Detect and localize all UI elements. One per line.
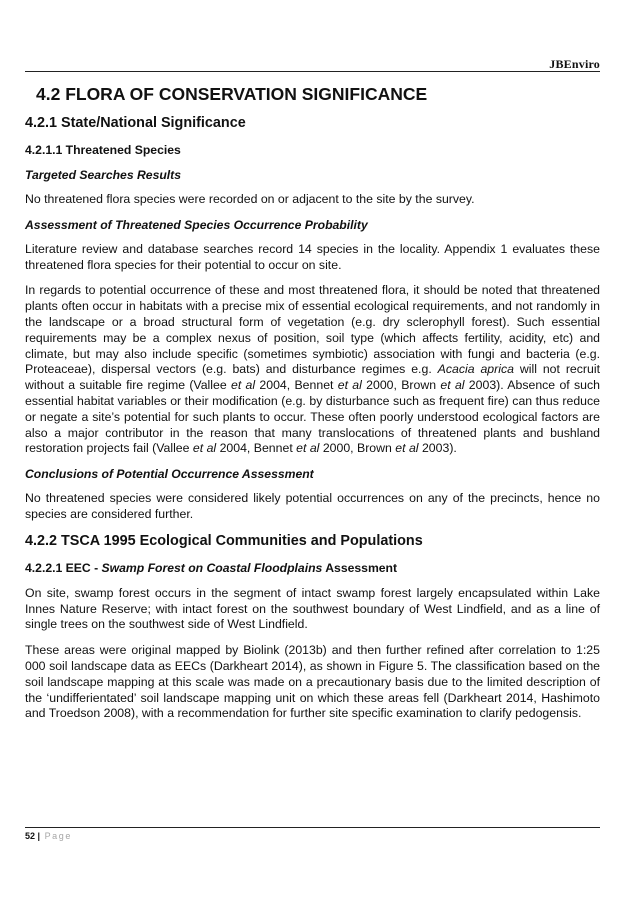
header-brand: JBEnviro: [549, 57, 600, 71]
footer-rule: [25, 827, 600, 828]
text-span: 2000, Brown: [319, 441, 396, 456]
heading-tail: Assessment: [322, 560, 398, 575]
page-content: [25, 84, 600, 732]
header-rule: [25, 71, 600, 72]
text-span: 2003).: [418, 441, 457, 456]
subsection-heading-4-2-1: 4.2.1 State/National Significance: [25, 115, 246, 131]
paragraph-swamp-forest-onsite: On site, swamp forest occurs in the segment of intact swamp forest largely encapsulated within Lake Innes Nature Reserve; with intact forest on the southwest boundary of West Lindfield, and as a line of single trees on the southwest side of West Lindfield.: [25, 585, 600, 632]
species-name: Acacia aprica: [437, 362, 514, 377]
text-span: will not recruit without a suitable fire regime (Vallee: [25, 362, 600, 393]
heading-targeted-searches: Targeted Searches Results: [25, 168, 182, 182]
subsubsection-heading-eec: [25, 561, 600, 575]
text-span: 2004, Bennet: [216, 441, 297, 456]
et-al: et al: [440, 378, 465, 393]
page-label: Page: [44, 831, 72, 841]
text-span: 2004, Bennet: [255, 378, 338, 393]
footer-separator: |: [37, 831, 41, 841]
heading-conclusions: Conclusions of Potential Occurrence Assessment: [25, 467, 314, 482]
paragraph-literature-review: Literature review and database searches record 14 species in the locality. Appendix 1 evaluates these threatened flora species for their potential to occur on site.: [25, 241, 600, 272]
paragraph-mapping: These areas were original mapped by Biolink (2013b) and then further refined after correlation to 1:25 000 soil landscape data as EECs (Darkheart 2014), as shown in Figure 5. The classification based on the soil landscape mapping at this scale was made on a precautionary basis due to the limited description of the ‘undifferientated’ soil landscape mapping unit on which these areas fell (Darkheart 2014, Hashimoto and Troedson 2008), with a recommendation for further site specific examination to clarify pedogensis.: [25, 643, 600, 721]
paragraph-targeted-searches: No threatened flora species were recorded on or adjacent to the site by the survey.: [25, 192, 475, 206]
page-footer: [25, 831, 72, 841]
paragraph-potential-occurrence: [25, 283, 600, 457]
heading-assessment: Assessment of Threatened Species Occurrence Probability: [25, 217, 368, 232]
page-number: 52: [25, 831, 36, 841]
subsubsection-heading-threatened-species: 4.2.1.1 Threatened Species: [25, 143, 181, 157]
text-span: 2000, Brown: [361, 378, 441, 393]
et-al: et al: [192, 441, 217, 456]
text-span: In regards to potential occurrence of these and most threatened flora, it should be noted that threatened plants often occur in habitats with a precise mix of essential ecological requirements, and not randomly in the landscape or a broad structural form of vegetation (e.g. dry sclerophyll forest). Such essential requirements may be a complex nexus of position, soil type (which affects fertility, acidity, etc) and climate, but may also include specific (sometimes symbiotic) association with fungi and bacteria (e.g. Proteaceae), dispersal vectors (e.g. bats) and disturbance regimes e.g.: [25, 283, 600, 377]
section-heading: 4.2 FLORA OF CONSERVATION SIGNIFICANCE: [36, 84, 428, 104]
heading-community-name: Swamp Forest on Coastal Floodplains: [101, 560, 323, 575]
paragraph-conclusions: No threatened species were considered likely potential occurrences on any of the precincts, hence no species are considered further.: [25, 491, 600, 521]
et-al: et al: [395, 441, 419, 456]
subsection-heading-4-2-2: 4.2.2 TSCA 1995 Ecological Communities and Populations: [25, 532, 423, 549]
et-al: et al: [230, 378, 256, 393]
et-al: et al: [337, 378, 362, 393]
text-span: 2003). Absence of such essential habitat variables or their modification (e.g. by disturbance such as frequent fire) can thus reduce or negate a site’s potential for such plants to occur. These often poorly understood ecological factors are also a major contributor in the reason that many translocations of threatened plants and bushland restoration projects fail (Vallee: [25, 378, 600, 456]
et-al: et al: [296, 441, 320, 456]
heading-number: 4.2.2.1 EEC -: [25, 560, 102, 575]
